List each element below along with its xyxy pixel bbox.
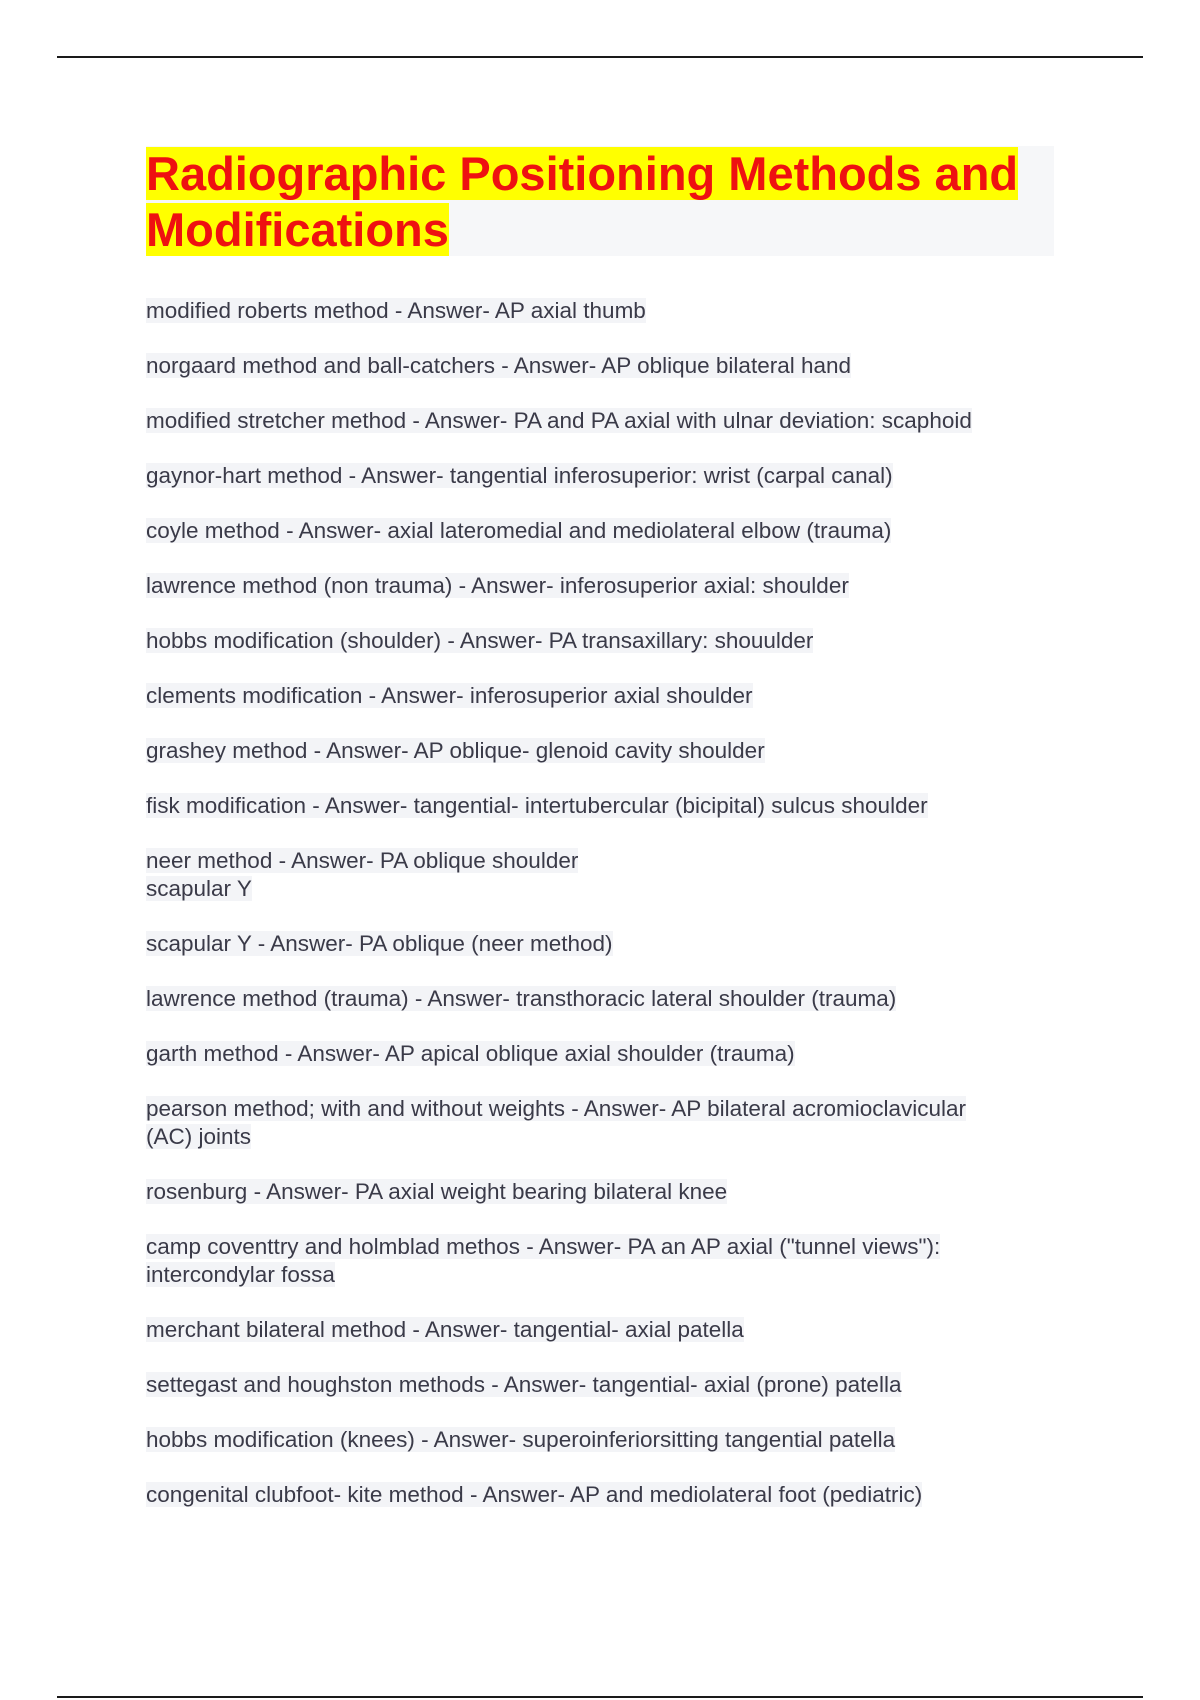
- list-item: lawrence method (non trauma) - Answer- inferosuperior axial: shoulder: [146, 573, 849, 598]
- list-item: clements modification - Answer- inferosuperior axial shoulder: [146, 683, 753, 708]
- list-item: hobbs modification (knees) - Answer- superoinferiorsitting tangential patella: [146, 1427, 896, 1452]
- list-item: congenital clubfoot- kite method - Answer- AP and mediolateral foot (pediatric): [146, 1482, 923, 1507]
- list-item: hobbs modification (shoulder) - Answer- PA transaxillary: shouulder: [146, 628, 814, 653]
- list-item: scapular Y - Answer- PA oblique (neer method): [146, 931, 613, 956]
- list-item: merchant bilateral method - Answer- tangential- axial patella: [146, 1317, 744, 1342]
- entry-list: [146, 297, 1066, 1536]
- list-item: settegast and houghston methods - Answer- tangential- axial (prone) patella: [146, 1372, 902, 1397]
- list-item: garth method - Answer- AP apical oblique axial shoulder (trauma): [146, 1041, 795, 1066]
- list-item: norgaard method and ball-catchers - Answer- AP oblique bilateral hand: [146, 353, 852, 378]
- list-item: camp coventtry and holmblad methos - Answer- PA an AP axial ("tunnel views"): intercondylar fossa: [146, 1234, 941, 1287]
- list-item: fisk modification - Answer- tangential- intertubercular (bicipital) sulcus shoulder: [146, 793, 928, 818]
- list-item: grashey method - Answer- AP oblique- glenoid cavity shoulder: [146, 738, 765, 763]
- list-item: rosenburg - Answer- PA axial weight bearing bilateral knee: [146, 1179, 728, 1204]
- page-title-text: Radiographic Positioning Methods and Modifications: [146, 147, 1019, 256]
- list-item: coyle method - Answer- axial lateromedial and mediolateral elbow (trauma): [146, 518, 892, 543]
- list-item: lawrence method (trauma) - Answer- transthoracic lateral shoulder (trauma): [146, 986, 897, 1011]
- page-title: [146, 146, 1054, 258]
- list-item: modified roberts method - Answer- AP axial thumb: [146, 298, 646, 323]
- list-item: pearson method; with and without weights - Answer- AP bilateral acromioclavicular (AC) joints: [146, 1096, 966, 1149]
- title-block: [146, 146, 1054, 256]
- list-item: neer method - Answer- PA oblique shoulder scapular Y: [146, 848, 579, 901]
- list-item: gaynor-hart method - Answer- tangential inferosuperior: wrist (carpal canal): [146, 463, 893, 488]
- top-rule: [57, 56, 1143, 58]
- bottom-rule: [57, 1696, 1143, 1698]
- list-item: modified stretcher method - Answer- PA and PA axial with ulnar deviation: scaphoid: [146, 408, 972, 433]
